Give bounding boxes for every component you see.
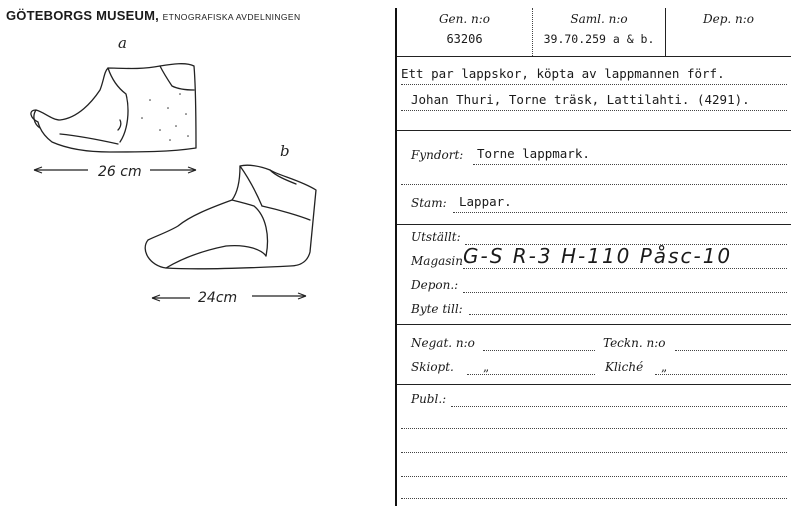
measure-a: 26 cm bbox=[98, 164, 142, 180]
dotted-line bbox=[401, 184, 787, 185]
depon-label: Depon.: bbox=[411, 278, 459, 292]
gen-label: Gen. n:o bbox=[438, 12, 491, 26]
dotted-line bbox=[467, 374, 595, 375]
dotted-line bbox=[463, 292, 787, 293]
card-header bbox=[397, 8, 791, 56]
gen-value: 63206 bbox=[446, 32, 483, 46]
dotted-line bbox=[401, 498, 787, 499]
saml-value: 39.70.259 a & b. bbox=[543, 32, 655, 46]
dotted-line bbox=[675, 350, 787, 351]
dotted-line bbox=[473, 164, 787, 165]
label-a: a bbox=[118, 34, 127, 52]
description-line-2: Johan Thuri, Torne träsk, Lattilahti. (4291). bbox=[411, 92, 750, 107]
dotted-line bbox=[401, 84, 787, 85]
description-line-1: Ett par lappskor, köpta av lappmannen förf. bbox=[401, 66, 725, 81]
kliche-value: „ bbox=[661, 360, 668, 374]
section-rule bbox=[397, 130, 791, 131]
catalogue-card bbox=[395, 8, 793, 506]
dep-cell bbox=[666, 8, 791, 56]
dotted-line bbox=[401, 110, 787, 111]
label-b: b bbox=[280, 142, 290, 160]
museum-name: GÖTEBORGS MUSEUM, bbox=[6, 8, 159, 23]
dotted-line bbox=[401, 452, 787, 453]
dotted-line bbox=[463, 268, 787, 269]
byte-label: Byte till: bbox=[411, 302, 463, 316]
publ-label: Publ.: bbox=[411, 392, 447, 406]
saml-label: Saml. n:o bbox=[570, 12, 628, 26]
magasin-value: G-S R-3 H-110 Påsc-10 bbox=[463, 244, 733, 268]
stam-label: Stam: bbox=[411, 196, 447, 210]
fyndort-label: Fyndort: bbox=[411, 148, 464, 162]
dotted-line bbox=[655, 374, 787, 375]
skiopt-value: „ bbox=[483, 360, 490, 374]
dotted-line bbox=[401, 476, 787, 477]
negat-label: Negat. n:o bbox=[411, 336, 475, 350]
museum-header bbox=[6, 8, 301, 23]
dep-label: Dep. n:o bbox=[702, 12, 755, 26]
saml-cell bbox=[533, 8, 665, 56]
shoe-sketch bbox=[0, 30, 393, 330]
kliche-label: Kliché bbox=[605, 360, 644, 374]
section-rule bbox=[397, 324, 791, 325]
skiopt-label: Skiopt. bbox=[411, 360, 454, 374]
dotted-line bbox=[483, 350, 595, 351]
magasin-label: Magasin bbox=[411, 254, 464, 268]
gen-cell bbox=[397, 8, 532, 56]
utstallt-label: Utställt: bbox=[411, 230, 461, 244]
dotted-line bbox=[453, 212, 787, 213]
sketch-panel bbox=[0, 0, 393, 514]
measure-b: 24cm bbox=[198, 290, 238, 306]
teckn-label: Teckn. n:o bbox=[603, 336, 666, 350]
department-name: ETNOGRAFISKA AVDELNINGEN bbox=[162, 12, 301, 22]
dotted-line bbox=[469, 314, 787, 315]
stam-value: Lappar. bbox=[459, 194, 512, 209]
fyndort-value: Torne lappmark. bbox=[477, 146, 590, 161]
dotted-line bbox=[451, 406, 787, 407]
dotted-line bbox=[401, 428, 787, 429]
header-rule bbox=[397, 56, 791, 57]
section-rule bbox=[397, 384, 791, 385]
section-rule bbox=[397, 224, 791, 225]
